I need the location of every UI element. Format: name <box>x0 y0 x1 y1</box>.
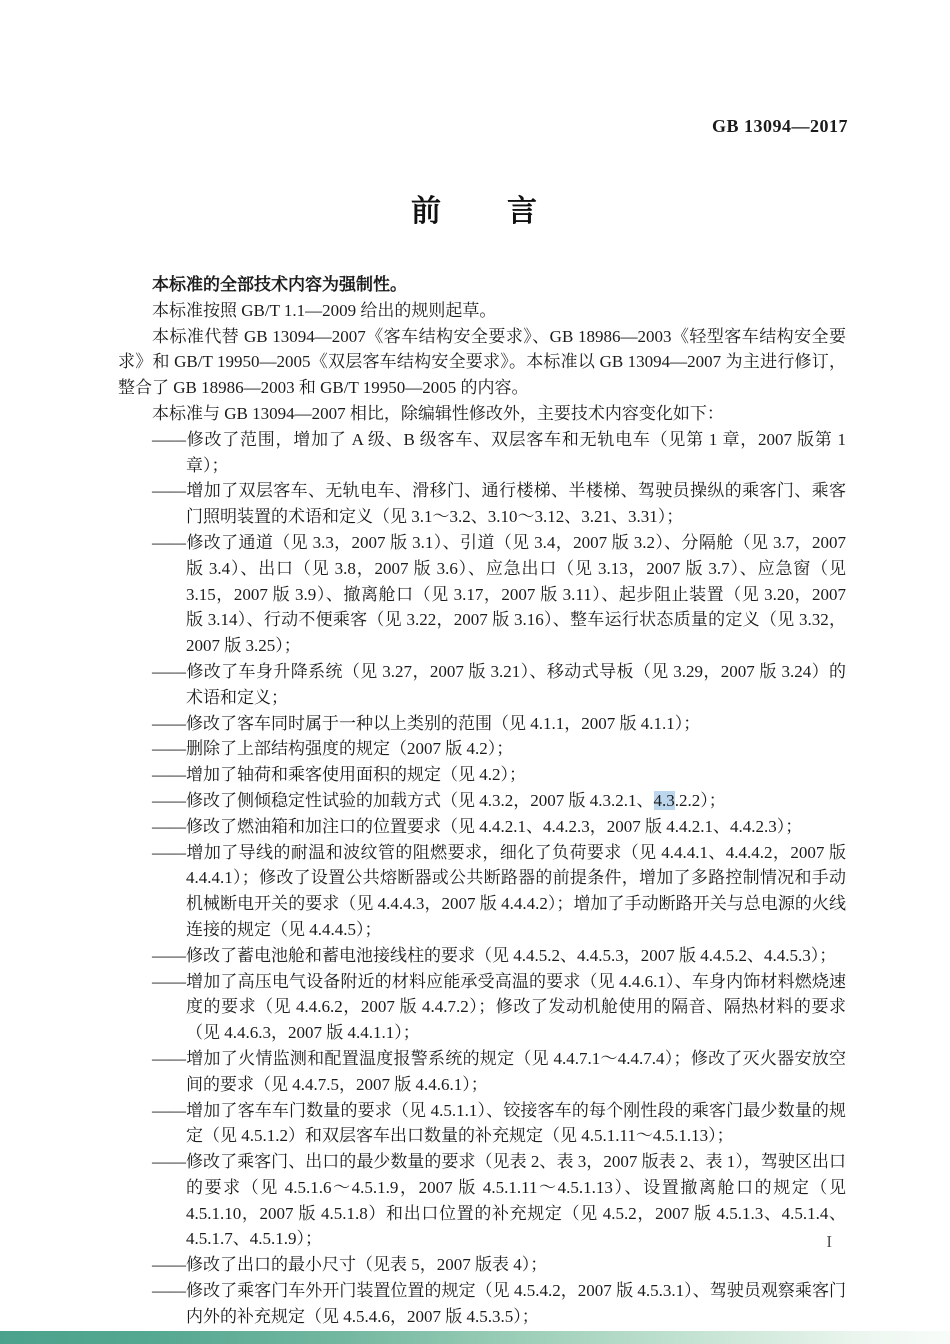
paragraph: 本标准的全部技术内容为强制性。 <box>152 275 407 294</box>
paragraph: 本标准与 GB 13094—2007 相比，除编辑性修改外，主要技术内容变化如下： <box>152 403 724 423</box>
page-number: I <box>826 1232 832 1251</box>
change-item: ——增加了双层客车、无轨电车、滑移门、通行楼梯、半楼梯、驾驶员操纵的乘客门、乘客门照明装置的术语和定义（见 3.1～3.2、3.10～3.12、3.21、3.31）； <box>152 481 846 527</box>
standard-number: GB 13094—2017 <box>711 116 848 136</box>
change-item: ——增加了高压电气设备附近的材料应能承受高温的要求（见 4.4.6.1）、车身内饰材料燃烧速度的要求（见 4.4.6.2，2007 版 4.4.7.2）；修改了发动机舱使用的隔音、隔热材料的要求（见 4.4.6.3，2007 版 4.4.1.1）； <box>152 971 846 1043</box>
change-item: ——修改了客车同时属于一种以上类别的范围（见 4.1.1，2007 版 4.1.1）； <box>152 713 701 733</box>
page-title: 前 言 <box>411 195 539 228</box>
foreword-content <box>118 272 846 1330</box>
paragraphs-container <box>118 272 846 427</box>
change-item: ——增加了轴荷和乘客使用面积的规定（见 4.2）； <box>152 765 526 785</box>
footer-gradient-bar <box>0 1331 950 1344</box>
change-item: ——修改了车身升降系统（见 3.27，2007 版 3.21）、移动式导板（见 3.29，2007 版 3.24）的术语和定义； <box>152 661 846 707</box>
paragraph: 本标准按照 GB/T 1.1—2009 给出的规则起草。 <box>152 300 497 320</box>
text-highlight: 4.3 <box>653 790 675 810</box>
paragraph: 本标准代替 GB 13094—2007《客车结构安全要求》、GB 18986—2003《轻型客车结构安全要求》和 GB/T 19950—2005《双层客车结构安全要求》。本标准以 GB 13094—2007 为主进行修订，整合了 GB 18986—2003 和 GB/T 19950—2005 的内容。 <box>118 326 846 398</box>
change-item: ——增加了客车车门数量的要求（见 4.5.1.1）、铰接客车的每个刚性段的乘客门最少数量的规定（见 4.5.1.2）和双层客车出口数量的补充规定（见 4.5.1.11～4.5.1.13）； <box>152 1100 846 1146</box>
change-item: ——增加了火情监测和配置温度报警系统的规定（见 4.4.7.1～4.4.7.4）；修改了灭火器安放空间的要求（见 4.4.7.5，2007 版 4.4.6.1）； <box>152 1048 846 1094</box>
change-item: ——修改了范围，增加了 A 级、B 级客车、双层客车和无轨电车（见第 1 章，2007 版第 1 章）； <box>152 429 846 475</box>
change-item: ——修改了乘客门、出口的最少数量的要求（见表 2、表 3，2007 版表 2、表 1），驾驶区出口的要求（见 4.5.1.6～4.5.1.9，2007 版 4.5.1.11～4.5.1.13）、设置撤离舱口的规定（见 4.5.1.10，2007 版 4.5.1.8）和出口位置的补充规定（见 4.5.2，2007 版 4.5.1.3、4.5.1.4、4.5.1.7、4.5.1.9）； <box>152 1152 846 1249</box>
change-item: ——修改了侧倾稳定性试验的加载方式（见 4.3.2，2007 版 4.3.2.1、4.3.2.2）； <box>152 790 726 810</box>
change-item: ——修改了乘客门车外开门装置位置的规定（见 4.5.4.2，2007 版 4.5.3.1）、驾驶员观察乘客门内外的补充规定（见 4.5.4.6，2007 版 4.5.3.5）； <box>152 1281 846 1326</box>
change-item: ——增加了导线的耐温和波纹管的阻燃要求，细化了负荷要求（见 4.4.4.1、4.4.4.2，2007 版 4.4.4.1）；修改了设置公共熔断器或公共断路器的前提条件，增加了多路控制情况和手动机械断电开关的要求（见 4.4.4.3，2007 版 4.4.4.2）；增加了手动断路开关与总电源的火线连接的规定（见 4.4.4.5）； <box>152 842 846 939</box>
change-item: ——修改了蓄电池舱和蓄电池接线柱的要求（见 4.4.5.2、4.4.5.3，2007 版 4.4.5.2、4.4.5.3）； <box>152 945 837 965</box>
change-item: ——删除了上部结构强度的规定（2007 版 4.2）； <box>152 739 514 759</box>
change-item: ——修改了通道（见 3.3，2007 版 3.1）、引道（见 3.4，2007 版 3.2）、分隔舱（见 3.7，2007 版 3.4）、出口（见 3.8，2007 版 3.6）、应急出口（见 3.13，2007 版 3.7）、应急窗（见 3.15，2007 版 3.9）、撤离舱口（见 3.17，2007 版 3.11）、起步阻止装置（见 3.20，2007 版 3.14）、行动不便乘客（见 3.22，2007 版 3.16）、整车运行状态质量的定义（见 3.32，2007 版 3.25）； <box>152 532 846 656</box>
change-item: ——修改了出口的最小尺寸（见表 5，2007 版表 4）； <box>152 1255 548 1275</box>
change-item: ——修改了燃油箱和加注口的位置要求（见 4.4.2.1、4.4.2.3，2007 版 4.4.2.1、4.4.2.3）； <box>152 816 803 836</box>
changes-list <box>118 427 846 1330</box>
